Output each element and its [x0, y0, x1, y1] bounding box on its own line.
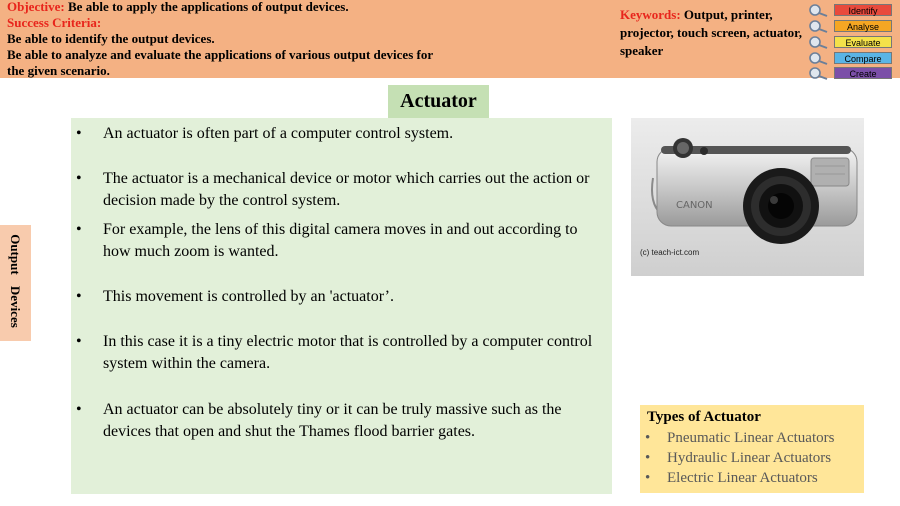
- bullet-marker: •: [645, 470, 651, 486]
- bullet-marker: •: [76, 288, 82, 305]
- objective-text: Be able to apply the applications of output devices.: [68, 0, 349, 14]
- camera-photo: [631, 118, 864, 276]
- bullet-marker: •: [76, 221, 82, 238]
- level-evaluate: [806, 35, 894, 49]
- content-panel: [71, 118, 612, 494]
- criteria-item: Be able to analyze and evaluate the applications of various output devices for the given scenario.: [7, 47, 433, 78]
- types-item-text: Hydraulic Linear Actuators: [667, 450, 832, 466]
- bullet-text: The actuator is a mechanical device or motor which carries out the action or decision made by the control system.: [103, 170, 590, 209]
- types-item-text: Pneumatic Linear Actuators: [667, 430, 835, 446]
- magnifier-icon: [806, 51, 830, 65]
- objective-line: [7, 0, 607, 15]
- bullet-text: This movement is controlled by an 'actuator’.: [103, 288, 394, 305]
- bullet-text: For example, the lens of this digital camera moves in and out according to how much zoom is wanted.: [103, 221, 578, 260]
- objective-banner: [0, 0, 900, 78]
- keywords-label: Keywords:: [620, 7, 681, 22]
- level-label: Identify: [834, 4, 892, 16]
- keywords-text: Output, printer, projector, touch screen, actuator, speaker: [620, 7, 802, 58]
- level-analyse: [806, 19, 894, 33]
- magnifier-icon: [806, 66, 830, 80]
- level-create: [806, 66, 894, 80]
- actuator-types-box: [640, 405, 864, 493]
- level-label: Compare: [834, 52, 892, 64]
- bullet-text: An actuator can be absolutely tiny or it can be truly massive such as the devices that open and shut the Thames flood barrier gates.: [103, 401, 562, 440]
- bullet-marker: •: [76, 401, 82, 418]
- slide-title: Actuator: [388, 85, 489, 118]
- bullet-marker: •: [645, 450, 651, 466]
- success-criteria-label: Success Criteria:: [7, 15, 102, 30]
- level-label: Evaluate: [834, 36, 892, 48]
- level-label: Create: [834, 67, 892, 79]
- criteria-item: Be able to identify the output devices.: [7, 31, 215, 46]
- section-tab: [0, 225, 31, 341]
- section-label: Output Devices: [8, 234, 23, 328]
- types-title: Types of Actuator: [647, 409, 761, 425]
- level-label: Analyse: [834, 20, 892, 32]
- photo-credit: (c) teach-ict.com: [640, 248, 700, 257]
- keywords-block: [620, 6, 802, 60]
- bullet-marker: •: [76, 125, 82, 142]
- magnifier-icon: [806, 19, 830, 33]
- bullet-marker: •: [645, 430, 651, 446]
- objective-label: Objective:: [7, 0, 65, 14]
- bullet-text: An actuator is often part of a computer control system.: [103, 125, 454, 142]
- level-identify: [806, 3, 894, 17]
- bullet-marker: •: [76, 333, 82, 350]
- magnifier-icon: [806, 3, 830, 17]
- level-compare: [806, 51, 894, 65]
- learning-levels: [806, 2, 894, 80]
- bullet-marker: •: [76, 170, 82, 187]
- types-item-text: Electric Linear Actuators: [667, 470, 818, 486]
- objective-block: [7, 0, 607, 79]
- brand-text: CANON: [676, 200, 713, 211]
- magnifier-icon: [806, 35, 830, 49]
- bullet-text: In this case it is a tiny electric motor that is controlled by a computer control system within the camera.: [103, 333, 593, 372]
